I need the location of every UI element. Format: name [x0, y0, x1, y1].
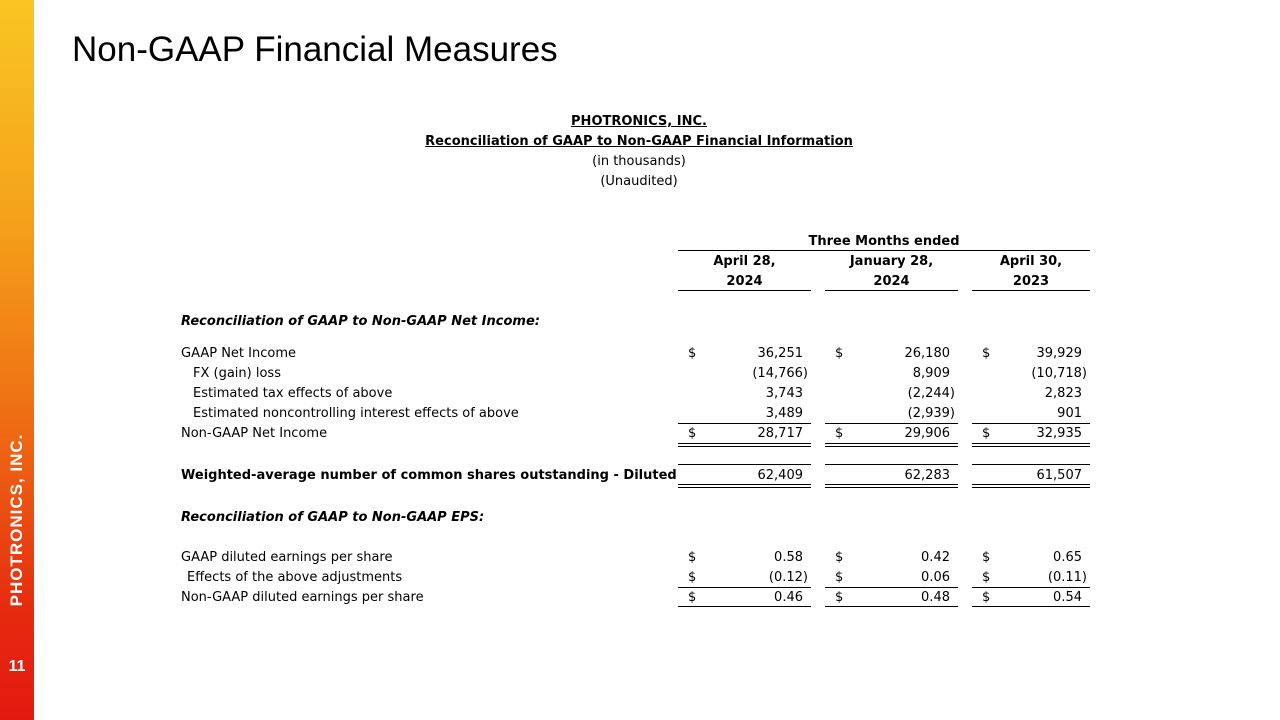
row-value: 3,743: [765, 386, 803, 401]
currency-symbol: $: [835, 346, 844, 361]
eps-section-title: Reconciliation of GAAP to Non-GAAP EPS:: [181, 510, 485, 525]
col1-header-line2: 2024: [726, 274, 763, 289]
row-value: 0.46: [774, 590, 803, 605]
period-group-header: Three Months ended: [808, 234, 960, 249]
row-label: Estimated tax effects of above: [193, 386, 393, 401]
subtotal-line: [972, 587, 1090, 588]
units-note: (in thousands): [592, 154, 686, 169]
row-value: 26,180: [904, 346, 950, 361]
currency-symbol: $: [835, 590, 844, 605]
row-value: 32,935: [1036, 426, 1082, 441]
row-value: 0.54: [1053, 590, 1082, 605]
col2-header-underline: [825, 290, 958, 291]
currency-symbol: $: [982, 426, 991, 441]
row-value: 3,489: [765, 406, 803, 421]
row-label: GAAP Net Income: [181, 346, 296, 361]
row-label: Non-GAAP Net Income: [181, 426, 328, 441]
subtotal-line: [825, 423, 958, 424]
row-value: (14,766): [752, 366, 808, 381]
currency-symbol: $: [688, 570, 697, 585]
row-value: 0.48: [921, 590, 950, 605]
currency-symbol: $: [835, 570, 844, 585]
row-value: 39,929: [1036, 346, 1082, 361]
row-value: (10,718): [1031, 366, 1087, 381]
currency-symbol: $: [835, 550, 844, 565]
currency-symbol: $: [688, 590, 697, 605]
row-value: 0.06: [921, 570, 950, 585]
currency-symbol: $: [982, 550, 991, 565]
currency-symbol: $: [688, 550, 697, 565]
row-value: 8,909: [912, 366, 950, 381]
audit-note: (Unaudited): [600, 174, 678, 189]
net-income-section-title: Reconciliation of GAAP to Non-GAAP Net Income:: [181, 314, 540, 329]
total-double-line: [972, 484, 1090, 488]
total-line: [972, 606, 1090, 607]
total-double-line: [972, 443, 1090, 447]
row-label: FX (gain) loss: [193, 366, 281, 381]
row-label: Non-GAAP diluted earnings per share: [181, 590, 424, 605]
total-line: [678, 606, 811, 607]
total-double-line: [678, 484, 811, 488]
row-value: 28,717: [757, 426, 803, 441]
subtotal-line: [678, 464, 811, 465]
currency-symbol: $: [835, 426, 844, 441]
currency-symbol: $: [688, 426, 697, 441]
report-subtitle: Reconciliation of GAAP to Non-GAAP Financial Information: [425, 134, 853, 149]
col3-header-line1: April 30,: [999, 254, 1063, 269]
row-value: 901: [1057, 406, 1082, 421]
subtotal-line: [972, 423, 1090, 424]
total-line: [825, 606, 958, 607]
slide-title: Non-GAAP Financial Measures: [72, 30, 558, 69]
col1-header-line1: April 28,: [713, 254, 776, 269]
row-value: 29,906: [904, 426, 950, 441]
brand-name: PHOTRONICS, INC.: [7, 433, 26, 607]
row-value: 36,251: [757, 346, 803, 361]
row-value: (2,244): [907, 386, 955, 401]
row-value: (0.11): [1047, 570, 1087, 585]
company-name: PHOTRONICS, INC.: [571, 114, 707, 129]
row-value: 2,823: [1044, 386, 1082, 401]
brand-sidebar: [0, 0, 34, 720]
col2-header-line1: January 28,: [849, 254, 934, 269]
total-double-line: [825, 484, 958, 488]
subtotal-line: [678, 423, 811, 424]
total-double-line: [678, 443, 811, 447]
row-value: 0.65: [1053, 550, 1082, 565]
shares-value: 62,409: [757, 468, 803, 483]
shares-value: 61,507: [1036, 468, 1082, 483]
currency-symbol: $: [982, 346, 991, 361]
col2-header-line2: 2024: [873, 274, 910, 289]
subtotal-line: [678, 587, 811, 588]
row-label: Effects of the above adjustments: [187, 570, 403, 585]
group-underline: [678, 250, 1090, 251]
row-value: 0.42: [921, 550, 950, 565]
currency-symbol: $: [982, 570, 991, 585]
row-value: 0.58: [774, 550, 803, 565]
subtotal-line: [825, 464, 958, 465]
shares-label: Weighted-average number of common shares outstanding - Diluted: [181, 468, 677, 483]
row-value: (2,939): [907, 406, 955, 421]
total-double-line: [825, 443, 958, 447]
currency-symbol: $: [688, 346, 697, 361]
col1-header-underline: [678, 290, 811, 291]
currency-symbol: $: [982, 590, 991, 605]
subtotal-line: [825, 587, 958, 588]
col3-header-line2: 2023: [1012, 274, 1050, 289]
row-label: GAAP diluted earnings per share: [181, 550, 393, 565]
subtotal-line: [972, 464, 1090, 465]
page-number: 11: [8, 658, 26, 675]
col3-header-underline: [972, 290, 1090, 291]
shares-value: 62,283: [904, 468, 950, 483]
row-label: Estimated noncontrolling interest effects of above: [193, 406, 519, 421]
row-value: (0.12): [768, 570, 808, 585]
